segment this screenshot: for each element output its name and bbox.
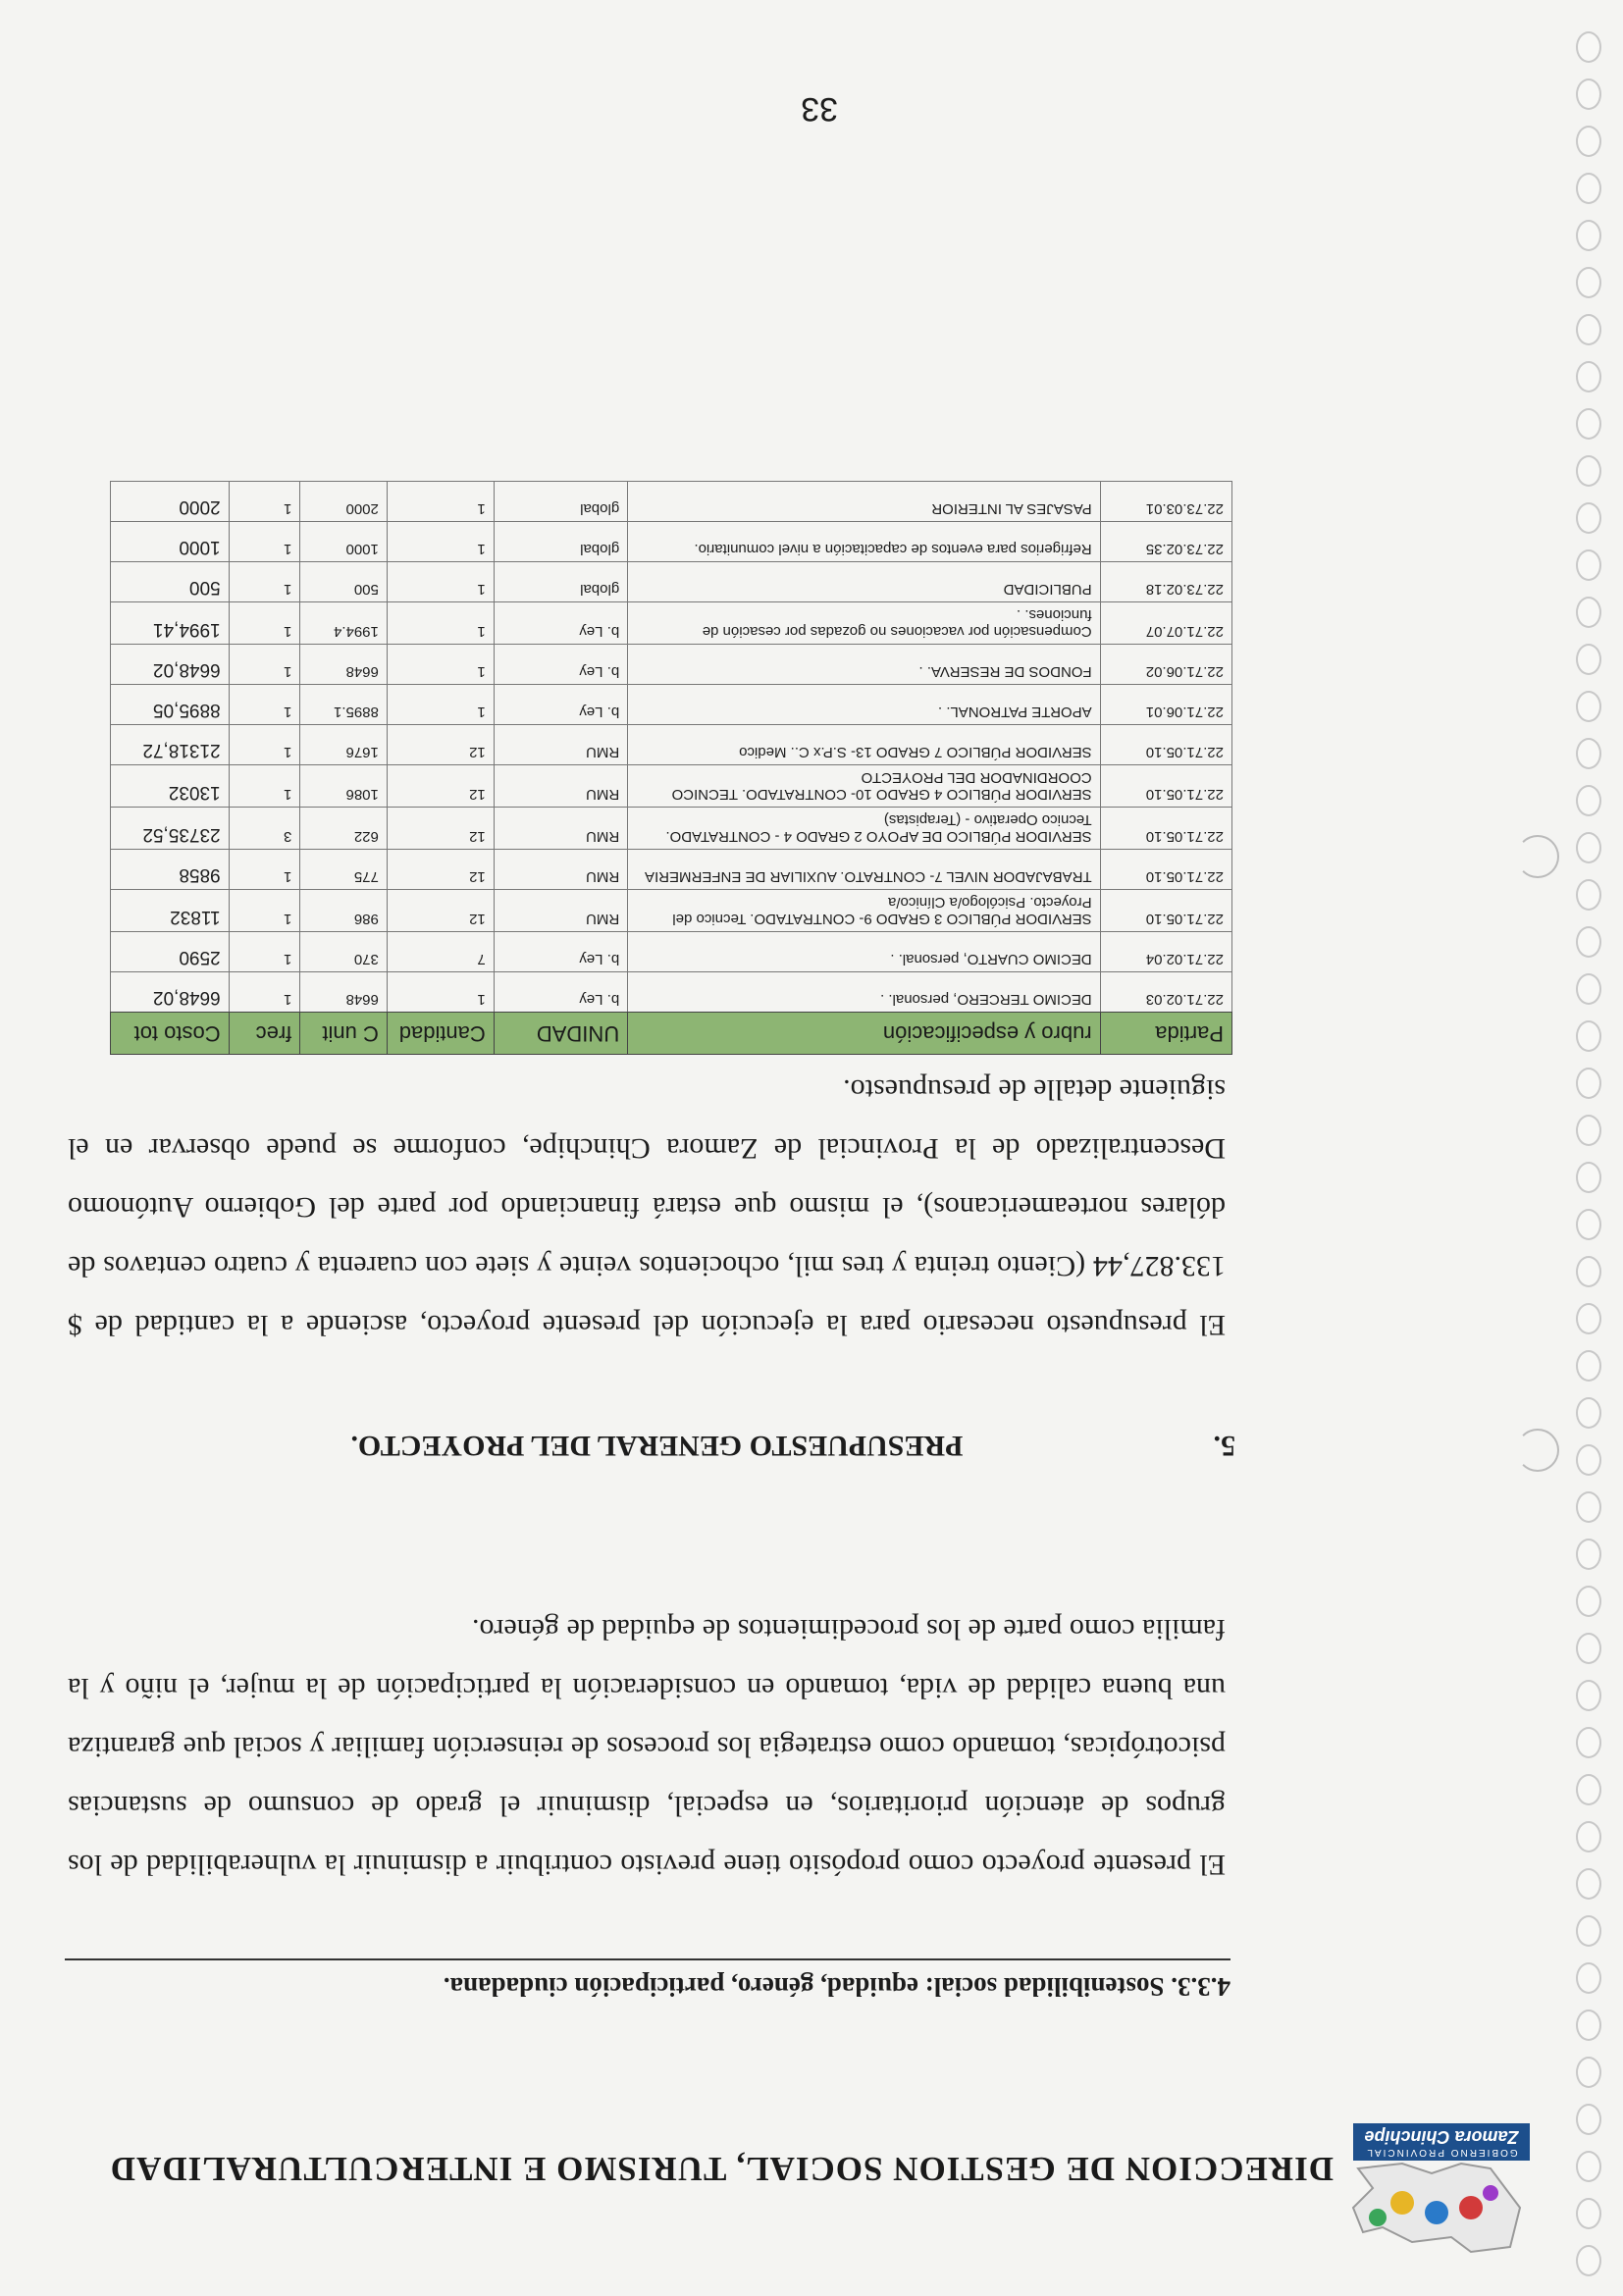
rubro-cell: Refrigerios para eventos de capacitación a nivel comunitario. xyxy=(628,522,1100,562)
binder-ring xyxy=(1576,1962,1601,1994)
col-costo-tot: Costo tot xyxy=(111,1013,230,1055)
binder-ring xyxy=(1576,1209,1601,1240)
costo-tot-cell: 9858 xyxy=(111,850,230,890)
rubro-cell: SERVIDOR PÚBLICO 7 GRADO 13- S.P.x C.. Medico xyxy=(628,725,1100,765)
heading-underline xyxy=(65,1958,1230,1960)
rubro-cell: DECIMO CUARTO, personal. . xyxy=(628,932,1100,972)
budget-row xyxy=(111,562,1232,602)
budget-row xyxy=(111,725,1232,765)
binder-ring xyxy=(1576,879,1601,911)
costo-tot-cell: 1994,41 xyxy=(111,602,230,645)
frec-cell: 1 xyxy=(229,972,300,1013)
rubro-cell: SERVIDOR PÚBLICO 3 GRADO 9- CONTRATADO. Tecnico del Proyecto. Psicólogo/a Clínico/a xyxy=(628,890,1100,932)
unidad-cell: RMU xyxy=(494,890,627,932)
costo-tot-cell: 6648,02 xyxy=(111,645,230,685)
col-partida: Partida xyxy=(1100,1013,1231,1055)
costo-tot-cell: 21318,72 xyxy=(111,725,230,765)
frec-cell: 1 xyxy=(229,602,300,645)
rubro-cell: FONDOS DE RESERVA. . xyxy=(628,645,1100,685)
cantidad-cell: 12 xyxy=(387,725,494,765)
budget-row xyxy=(111,765,1232,808)
binder-ring xyxy=(1576,1256,1601,1287)
cantidad-cell: 1 xyxy=(387,685,494,725)
section-4-3-3-paragraph: El presente proyecto como propósito tiene previsto contribuir a disminuir la vulnerabilidad de los grupos de atención prioritarios, en especial, disminuir el grado de consumo de sustancias psicotrópicas, tomando como estrategia los procesos de reinserción familiar y social que garantiza una buena calidad de vida, tomando en consideración la participación de la mujer, el niño y la familia como parte de los procedimientos de equidad de género. xyxy=(68,1613,1226,1881)
c-unit-cell: 6648 xyxy=(300,645,388,685)
frec-cell: 1 xyxy=(229,522,300,562)
cantidad-cell: 1 xyxy=(387,645,494,685)
partida-cell: 22.71.02.03 xyxy=(1100,972,1231,1013)
provincial-logo xyxy=(1343,2124,1530,2257)
costo-tot-cell: 23735,52 xyxy=(111,808,230,850)
rubro-cell: APORTE PATRONAL. . xyxy=(628,685,1100,725)
costo-tot-cell: 6648,02 xyxy=(111,972,230,1013)
binder-ring xyxy=(1576,2009,1601,2041)
rubro-cell: PASAJES AL INTERIOR xyxy=(628,482,1100,522)
cantidad-cell: 1 xyxy=(387,562,494,602)
unidad-cell: b. Ley xyxy=(494,602,627,645)
binder-ring xyxy=(1576,973,1601,1005)
section-5-number: 5. xyxy=(1213,1430,1235,1462)
binder-ring xyxy=(1576,1350,1601,1382)
frec-cell: 1 xyxy=(229,890,300,932)
binder-ring xyxy=(1576,597,1601,628)
binder-ring xyxy=(1576,455,1601,487)
binder-ring xyxy=(1576,1491,1601,1523)
budget-row xyxy=(111,808,1232,850)
partida-cell: 22.71.02.04 xyxy=(1100,932,1231,972)
cantidad-cell: 12 xyxy=(387,850,494,890)
department-title: DIRECCION DE GESTION SOCIAL, TURISMO E INTERCULTURALIDAD xyxy=(109,2150,1334,2188)
rubro-cell: DECIMO TERCERO, personal. . xyxy=(628,972,1100,1013)
c-unit-cell: 370 xyxy=(300,932,388,972)
unidad-cell: b. Ley xyxy=(494,685,627,725)
cantidad-cell: 12 xyxy=(387,890,494,932)
c-unit-cell: 2000 xyxy=(300,482,388,522)
budget-row xyxy=(111,685,1232,725)
partida-cell: 22.71.05.10 xyxy=(1100,808,1231,850)
budget-row xyxy=(111,482,1232,522)
binder-ring xyxy=(1576,31,1601,63)
partida-cell: 22.71.06.01 xyxy=(1100,685,1231,725)
logo-line2: Zamora Chinchipe xyxy=(1364,2127,1519,2147)
costo-tot-cell: 500 xyxy=(111,562,230,602)
c-unit-cell: 1000 xyxy=(300,522,388,562)
binder-ring xyxy=(1576,314,1601,345)
binder-ring xyxy=(1576,1444,1601,1476)
binder-rings xyxy=(1554,0,1623,2296)
binder-ring xyxy=(1576,1727,1601,1758)
binder-ring xyxy=(1576,267,1601,298)
cantidad-cell: 12 xyxy=(387,808,494,850)
binder-hole-mark xyxy=(1516,835,1559,878)
budget-row xyxy=(111,890,1232,932)
col-rubro: rubro y especificación xyxy=(628,1013,1100,1055)
binder-ring xyxy=(1576,738,1601,769)
cantidad-cell: 1 xyxy=(387,482,494,522)
logo-caption xyxy=(1353,2123,1530,2161)
section-5-heading xyxy=(350,1429,1235,1462)
col-cantidad: Cantidad xyxy=(387,1013,494,1055)
budget-row xyxy=(111,602,1232,645)
binder-ring xyxy=(1576,1915,1601,1947)
partida-cell: 22.71.07.07 xyxy=(1100,602,1231,645)
col-frec: frec xyxy=(229,1013,300,1055)
binder-ring xyxy=(1576,1115,1601,1146)
binder-ring xyxy=(1576,502,1601,534)
binder-ring xyxy=(1576,832,1601,863)
binder-ring xyxy=(1576,2151,1601,2182)
binder-ring xyxy=(1576,644,1601,675)
unidad-cell: RMU xyxy=(494,808,627,850)
cantidad-cell: 7 xyxy=(387,932,494,972)
binder-ring xyxy=(1576,220,1601,251)
unidad-cell: global xyxy=(494,562,627,602)
cantidad-cell: 1 xyxy=(387,602,494,645)
costo-tot-cell: 2590 xyxy=(111,932,230,972)
section-5-title: PRESUPUESTO GENERAL DEL PROYECTO. xyxy=(350,1430,964,1462)
c-unit-cell: 1994.4 xyxy=(300,602,388,645)
costo-tot-cell: 11832 xyxy=(111,890,230,932)
binder-ring xyxy=(1576,549,1601,581)
c-unit-cell: 1676 xyxy=(300,725,388,765)
budget-row xyxy=(111,932,1232,972)
unidad-cell: b. Ley xyxy=(494,932,627,972)
binder-ring xyxy=(1576,785,1601,816)
binder-ring xyxy=(1576,1633,1601,1664)
binder-ring xyxy=(1576,1868,1601,1900)
frec-cell: 1 xyxy=(229,645,300,685)
unidad-cell: RMU xyxy=(494,725,627,765)
cantidad-cell: 1 xyxy=(387,972,494,1013)
binder-ring xyxy=(1576,1068,1601,1099)
rubro-cell: PUBLICIDAD xyxy=(628,562,1100,602)
c-unit-cell: 500 xyxy=(300,562,388,602)
binder-ring xyxy=(1576,2245,1601,2276)
binder-ring xyxy=(1576,2104,1601,2135)
c-unit-cell: 6648 xyxy=(300,972,388,1013)
partida-cell: 22.71.05.10 xyxy=(1100,890,1231,932)
province-map-icon xyxy=(1343,2159,1530,2257)
rubro-cell: Compensación por vacaciones no gozadas por cesación de funciones. . xyxy=(628,602,1100,645)
binder-hole-mark xyxy=(1516,1429,1559,1472)
letterhead xyxy=(58,2119,1530,2267)
section-5-paragraph: El presupuesto necesario para la ejecución del presente proyecto, asciende a la cantidad de $ 133.827,44 (Ciento treinta y tres mil, ochocientos veinte y siete con cuarenta y cuatro centavos de dólares norteamericanos), el mismo que estará financiando por parte del Gobierno Autónomo Descentralizado de la Provincial de Zamora Chinchipe, conforme se puede observar en el siguiente detalle de presupuesto. xyxy=(68,1073,1226,1341)
partida-cell: 22.71.05.10 xyxy=(1100,850,1231,890)
unidad-cell: global xyxy=(494,482,627,522)
binder-ring xyxy=(1576,2057,1601,2088)
unidad-cell: RMU xyxy=(494,850,627,890)
c-unit-cell: 986 xyxy=(300,890,388,932)
budget-row xyxy=(111,522,1232,562)
col-c-unit: C unit xyxy=(300,1013,388,1055)
binder-ring xyxy=(1576,78,1601,110)
partida-cell: 22.73.02.35 xyxy=(1100,522,1231,562)
binder-ring xyxy=(1576,926,1601,958)
partida-cell: 22.73.02.18 xyxy=(1100,562,1231,602)
unidad-cell: global xyxy=(494,522,627,562)
frec-cell: 1 xyxy=(229,562,300,602)
costo-tot-cell: 13032 xyxy=(111,765,230,808)
budget-row xyxy=(111,645,1232,685)
budget-table xyxy=(110,481,1232,1055)
binder-ring xyxy=(1576,2198,1601,2229)
page-number: 33 xyxy=(801,90,838,128)
frec-cell: 1 xyxy=(229,932,300,972)
binder-ring xyxy=(1576,408,1601,440)
section-4-3-3-heading: 4.3.3. Sostenibilidad social: equidad, género, participación ciudadana. xyxy=(443,1972,1230,2002)
cantidad-cell: 1 xyxy=(387,522,494,562)
binder-ring xyxy=(1576,1680,1601,1711)
budget-body xyxy=(111,482,1232,1013)
binder-ring xyxy=(1576,691,1601,722)
rubro-cell: TRABAJADOR NIVEL 7- CONTRATO. AUXILIAR DE ENFERMERIA xyxy=(628,850,1100,890)
budget-header-row xyxy=(111,1013,1232,1055)
partida-cell: 22.71.06.02 xyxy=(1100,645,1231,685)
budget-row xyxy=(111,850,1232,890)
binder-ring xyxy=(1576,173,1601,204)
binder-ring xyxy=(1576,1397,1601,1429)
costo-tot-cell: 8895,05 xyxy=(111,685,230,725)
frec-cell: 1 xyxy=(229,765,300,808)
frec-cell: 3 xyxy=(229,808,300,850)
unidad-cell: RMU xyxy=(494,765,627,808)
frec-cell: 1 xyxy=(229,482,300,522)
unidad-cell: b. Ley xyxy=(494,645,627,685)
col-unidad: UNIDAD xyxy=(494,1013,627,1055)
cantidad-cell: 12 xyxy=(387,765,494,808)
frec-cell: 1 xyxy=(229,850,300,890)
binder-ring xyxy=(1576,1539,1601,1570)
frec-cell: 1 xyxy=(229,685,300,725)
logo-line1: GOBIERNO PROVINCIAL xyxy=(1365,2147,1518,2158)
rubro-cell: SERVIDOR PÚBLICO 4 GRADO 10- CONTRATADO. TECNICO COORDINADOR DEL PROYECTO xyxy=(628,765,1100,808)
binder-ring xyxy=(1576,361,1601,392)
unidad-cell: b. Ley xyxy=(494,972,627,1013)
budget-row xyxy=(111,972,1232,1013)
c-unit-cell: 8895.1 xyxy=(300,685,388,725)
c-unit-cell: 622 xyxy=(300,808,388,850)
binder-ring xyxy=(1576,1303,1601,1334)
costo-tot-cell: 1000 xyxy=(111,522,230,562)
costo-tot-cell: 2000 xyxy=(111,482,230,522)
rubro-cell: SERVIDOR PÚBLICO DE APOYO 2 GRADO 4 - CONTRATADO. Tecnico Operativo - (Terapistas) xyxy=(628,808,1100,850)
c-unit-cell: 775 xyxy=(300,850,388,890)
frec-cell: 1 xyxy=(229,725,300,765)
partida-cell: 22.71.05.10 xyxy=(1100,725,1231,765)
binder-ring xyxy=(1576,1774,1601,1805)
partida-cell: 22.73.03.01 xyxy=(1100,482,1231,522)
binder-ring xyxy=(1576,126,1601,157)
partida-cell: 22.71.05.10 xyxy=(1100,765,1231,808)
c-unit-cell: 1086 xyxy=(300,765,388,808)
binder-ring xyxy=(1576,1162,1601,1193)
binder-ring xyxy=(1576,1020,1601,1052)
binder-ring xyxy=(1576,1821,1601,1852)
binder-ring xyxy=(1576,1586,1601,1617)
